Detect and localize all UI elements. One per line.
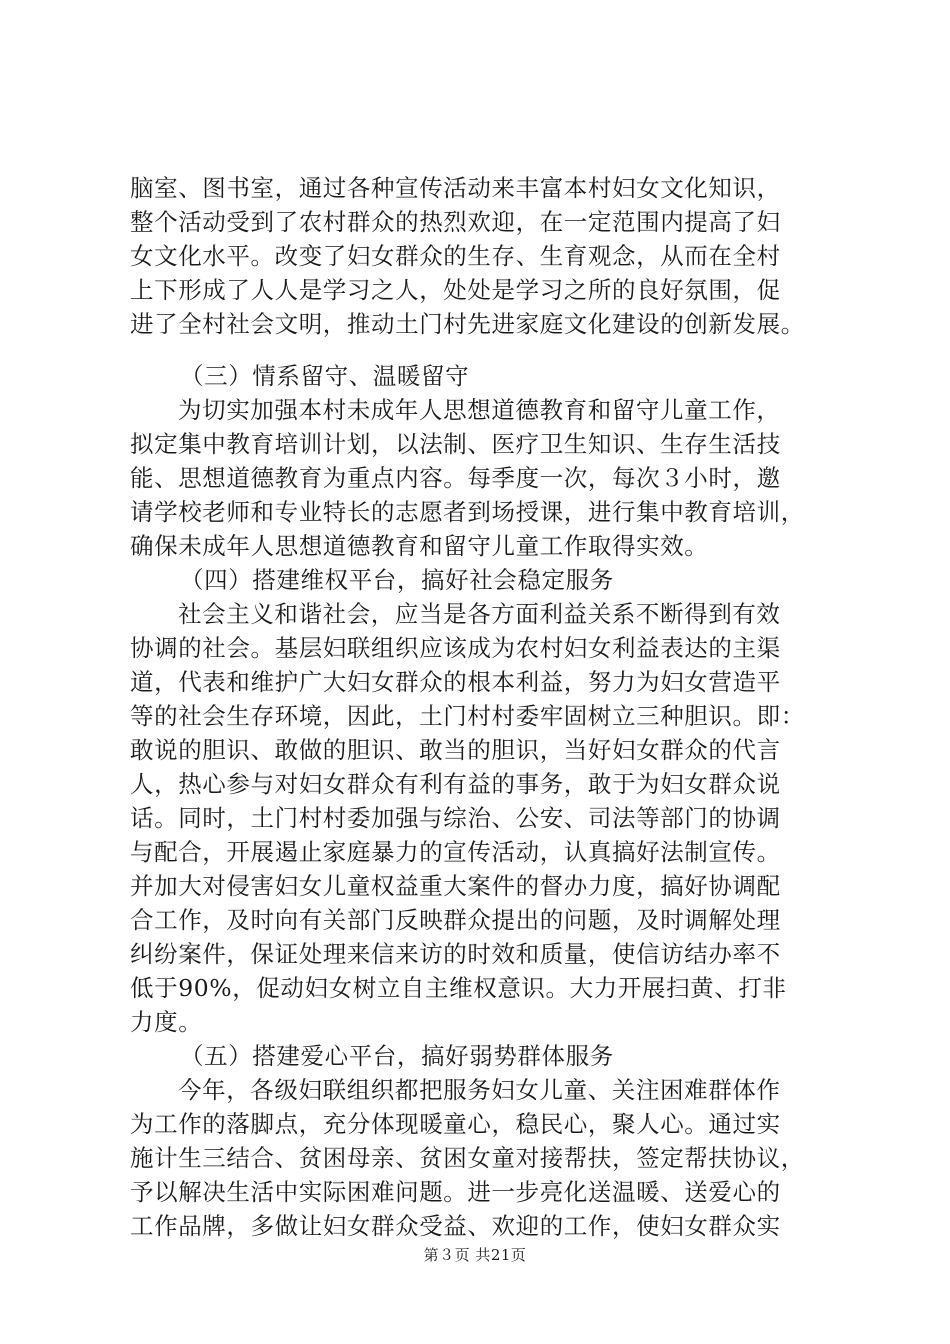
body-line: 与配合，开展遏止家庭暴力的宣传活动，认真搞好法制宣传。 [130, 838, 781, 866]
body-line: 予以解决生活中实际困难问题。进一步亮化送温暖、送爱心的 [130, 1178, 781, 1206]
body-line: 整个活动受到了农村群众的热烈欢迎，在一定范围内提高了妇 [130, 208, 781, 236]
body-line: 话。同时，土门村村委加强与综治、公安、司法等部门的协调 [130, 804, 781, 832]
body-line: 拟定集中教育培训计划，以法制、医疗卫生知识、生存生活技 [130, 430, 781, 458]
section-heading-5: （五）搭建爱心平台，搞好弱势群体服务 [180, 1042, 614, 1070]
body-line: 并加大对侵害妇女儿童权益重大案件的督办力度，搞好协调配 [130, 872, 781, 900]
body-line: 纠纷案件，保证处理来信来访的时效和质量，使信访结办率不 [130, 940, 781, 968]
paragraph-first-line: 为切实加强本村未成年人思想道德教育和留守儿童工作， [178, 396, 781, 424]
body-line: 进了全村社会文明，推动土门村先进家庭文化建设的创新发展。 [130, 310, 805, 338]
section-heading-4: （四）搭建维权平台，搞好社会稳定服务 [180, 566, 614, 594]
body-line: 等的社会生存环境，因此，土门村村委牢固树立三种胆识。即： [130, 702, 805, 730]
body-line: 人，热心参与对妇女群众有利有益的事务，敢于为妇女群众说 [130, 770, 781, 798]
body-line: 请学校老师和专业特长的志愿者到场授课，进行集中教育培训， [130, 498, 805, 526]
body-line: 协调的社会。基层妇联组织应该成为农村妇女利益表达的主渠 [130, 634, 781, 662]
body-line: 施计生三结合、贫困母亲、贫困女童对接帮扶，签定帮扶协议， [130, 1144, 805, 1172]
body-line: 女文化水平。改变了妇女群众的生存、生育观念，从而在全村 [130, 242, 781, 270]
body-line: 合工作，及时向有关部门反映群众提出的问题，及时调解处理 [130, 906, 781, 934]
body-line: 工作品牌，多做让妇女群众受益、欢迎的工作，使妇女群众实 [130, 1212, 781, 1240]
section-heading-3: （三）情系留守、温暖留守 [180, 362, 470, 390]
paragraph-first-line: 今年，各级妇联组织都把服务妇女儿童、关注困难群体作 [178, 1076, 781, 1104]
body-line: 上下形成了人人是学习之人，处处是学习之所的良好氛围，促 [130, 276, 781, 304]
body-line: 确保未成年人思想道德教育和留守儿童工作取得实效。 [130, 532, 709, 560]
body-line: 力度。 [130, 1008, 203, 1036]
body-line: 为工作的落脚点，充分体现暖童心，稳民心，聚人心。通过实 [130, 1110, 781, 1138]
body-line: 低于90%，促动妇女树立自主维权意识。大力开展扫黄、打非 [130, 974, 787, 1002]
page-number-footer: 第３页 共21页 [423, 1246, 527, 1264]
body-line: 脑室、图书室，通过各种宣传活动来丰富本村妇女文化知识， [130, 174, 781, 202]
paragraph-first-line: 社会主义和谐社会，应当是各方面利益关系不断得到有效 [178, 600, 781, 628]
body-line: 道，代表和维护广大妇女群众的根本利益，努力为妇女营造平 [130, 668, 781, 696]
body-line: 能、思想道德教育为重点内容。每季度一次，每次３小时，邀 [130, 464, 781, 492]
body-line: 敢说的胆识、敢做的胆识、敢当的胆识，当好妇女群众的代言 [130, 736, 781, 764]
